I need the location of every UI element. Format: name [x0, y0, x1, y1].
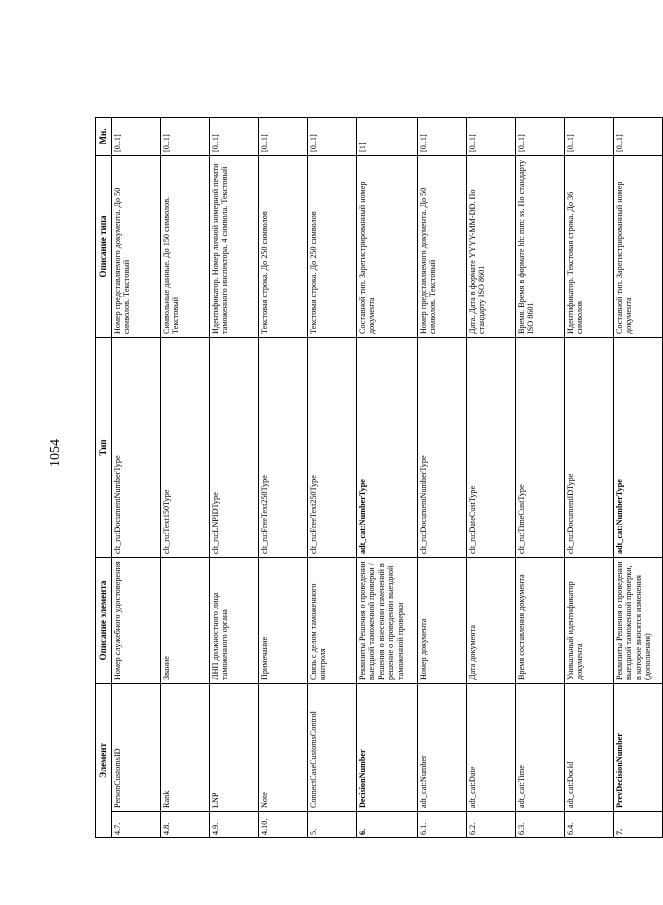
row-element-description: Дата документа: [467, 557, 516, 683]
row-multiplicity: [0..1]: [516, 117, 565, 155]
row-type: clt_ru:LNPIDType: [210, 337, 259, 557]
row-multiplicity: [0..1]: [210, 117, 259, 155]
row-element-name: Rank: [161, 683, 210, 811]
row-element-description: Связь с делом таможенного контроля: [308, 557, 357, 683]
row-element-description: ЛНП должностного лица таможенного органа: [210, 557, 259, 683]
header-type-description: Описание типа: [96, 155, 112, 337]
row-number: 7.: [614, 812, 663, 838]
row-multiplicity: [0..1]: [614, 117, 663, 155]
row-element-description: Номер служебного удостоверения: [112, 557, 161, 683]
row-multiplicity: [0..1]: [467, 117, 516, 155]
row-type-description: Идентификатор. Номер личной номерной печати таможенного инспектора. 4 символа. Текстовый: [210, 155, 259, 337]
table-row: [210, 117, 259, 837]
row-element-name: adt_cat:Time: [516, 683, 565, 811]
row-element-description: Время составления документа: [516, 557, 565, 683]
table-row: [418, 117, 467, 837]
table-header-row: [96, 117, 112, 837]
header-element-description: Описание элемента: [96, 557, 112, 683]
row-number: 6.: [357, 812, 418, 838]
row-number: 4.8.: [161, 812, 210, 838]
row-number: 6.4.: [565, 812, 614, 838]
row-multiplicity: [0..1]: [418, 117, 467, 155]
row-type-description: Составной тип. Зарегистрированный номер документа: [614, 155, 663, 337]
row-element-name: ConnectCaseCustomsControl: [308, 683, 357, 811]
row-number: 6.3.: [516, 812, 565, 838]
table-row: [614, 117, 663, 837]
row-type: clt_ru:DocumentNumberType: [112, 337, 161, 557]
row-type: clt_ru:DocumentIDType: [565, 337, 614, 557]
row-number: 6.1.: [418, 812, 467, 838]
table-row: [161, 117, 210, 837]
table-row: [467, 117, 516, 837]
row-multiplicity: [0..1]: [161, 117, 210, 155]
row-multiplicity: [0..1]: [565, 117, 614, 155]
table-row: [516, 117, 565, 837]
row-type-description: Идентификатор. Текстовая строка. До 36 символов: [565, 155, 614, 337]
row-number: 4.10.: [259, 812, 308, 838]
table-row: [357, 117, 418, 837]
row-number: 5.: [308, 812, 357, 838]
header-type: Тип: [96, 337, 112, 557]
row-element-description: Уникальный идентификатор документа: [565, 557, 614, 683]
row-type-description: Номер представляемого документа. До 50 символов. Текстовый: [418, 155, 467, 337]
row-type-description: Символьные данные. До 150 символов. Текстовый: [161, 155, 210, 337]
row-number: 4.9.: [210, 812, 259, 838]
row-type-description: Время. Время в формате hh: mm: ss. По стандарту ISO 8601: [516, 155, 565, 337]
row-multiplicity: [0..1]: [259, 117, 308, 155]
row-element-name: PersonCustomsID: [112, 683, 161, 811]
row-type: adt_cat:NumberType: [614, 337, 663, 557]
row-element-description: Номер документа: [418, 557, 467, 683]
row-element-name: DecisionNumber: [357, 683, 418, 811]
row-multiplicity: [0..1]: [112, 117, 161, 155]
table-row: [565, 117, 614, 837]
row-element-description: Звание: [161, 557, 210, 683]
table-row: [112, 117, 161, 837]
rotated-table-region: [95, 118, 653, 838]
row-element-name: adt_cat:Date: [467, 683, 516, 811]
row-type-description: Текстовая строка. До 250 символов: [308, 155, 357, 337]
element-table: [95, 117, 663, 838]
row-element-description: Примечание: [259, 557, 308, 683]
row-type: clt_ru:TimeCustType: [516, 337, 565, 557]
page-number: 1054: [48, 439, 63, 467]
row-type: clt_ru:Text150Type: [161, 337, 210, 557]
row-type-description: Дата. Дата в формате YYYY-MM-DD. По стандарту ISO 8601: [467, 155, 516, 337]
row-element-name: adt_cat:DocId: [565, 683, 614, 811]
row-element-name: PrevDecisionNumber: [614, 683, 663, 811]
row-type: clt_ru:DocumentNumberType: [418, 337, 467, 557]
row-type-description: Составной тип. Зарегистрированный номер документа: [357, 155, 418, 337]
row-type: adt_cat:NumberType: [357, 337, 418, 557]
row-number: 6.2.: [467, 812, 516, 838]
row-element-description: Реквизиты Решения о проведении выездной таможенной проверки / Решения о внесении изменений в решение о проведении выездной таможенной проверки: [357, 557, 418, 683]
row-element-name: adt_cat:Number: [418, 683, 467, 811]
row-element-name: Note: [259, 683, 308, 811]
row-type: clt_ru:DateCustType: [467, 337, 516, 557]
table-row: [259, 117, 308, 837]
row-number: 4.7.: [112, 812, 161, 838]
table-row: [308, 117, 357, 837]
row-element-description: Реквизиты Решения о проведении выездной таможенной проверки, в которое вносятся изменения (дополнения): [614, 557, 663, 683]
header-multiplicity: Мн.: [96, 117, 112, 155]
header-element: Элемент: [96, 683, 112, 837]
row-type-description: Номер представляемого документа. До 50 символов. Текстовый: [112, 155, 161, 337]
row-type-description: Текстовая строка. До 250 символов: [259, 155, 308, 337]
row-multiplicity: [0..1]: [308, 117, 357, 155]
row-type: clt_ru:FreeText250Type: [259, 337, 308, 557]
row-type: clt_ru:FreeText250Type: [308, 337, 357, 557]
row-multiplicity: [1]: [357, 117, 418, 155]
row-element-name: LNP: [210, 683, 259, 811]
